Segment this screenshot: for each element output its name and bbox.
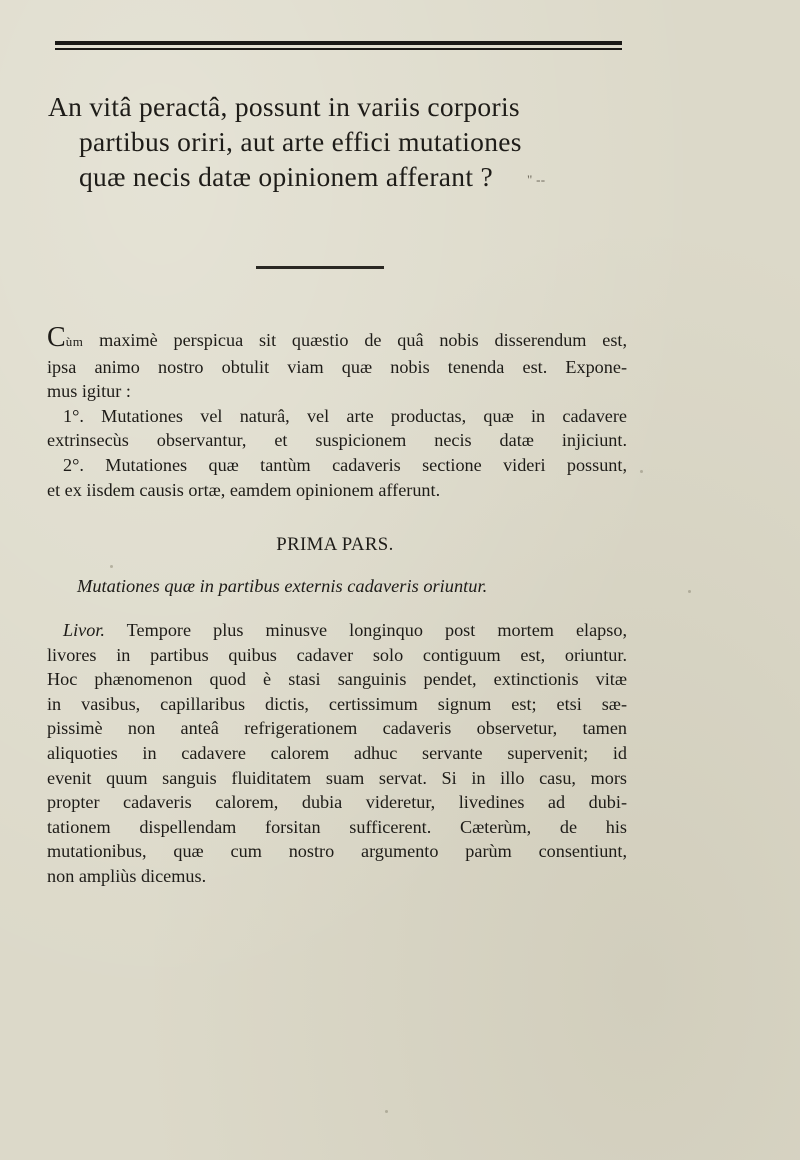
title-mark: " -- xyxy=(526,172,546,188)
paper-speck xyxy=(688,590,691,593)
livor-line-7: evenit quum sanguis fluiditatem suam servat. Si in illo casu, mors xyxy=(47,767,627,788)
title-line-2: partibus oriri, aut arte effici mutationes xyxy=(79,126,522,157)
paper-speck xyxy=(110,565,113,568)
livor-label: Livor. xyxy=(63,620,105,640)
section-subheading: Mutationes quæ in partibus externis cadaveris oriuntur. xyxy=(77,576,488,596)
intro-line-1 xyxy=(47,322,627,355)
header-rule-thick xyxy=(55,41,622,45)
livor-line-10: mutationibus, quæ cum nostro argumento parùm consentiunt, xyxy=(47,841,627,862)
livor-line-9: tationem dispellendam forsitan sufficerent. Cæterùm, de his xyxy=(47,816,627,837)
paper-speck xyxy=(640,470,643,473)
intro-item-2-line-2: et ex iisdem causis ortæ, eamdem opinionem afferunt. xyxy=(47,479,441,500)
livor-line-4: in vasibus, capillaribus dictis, certissimum signum est; etsi sæ- xyxy=(47,693,627,714)
section-divider-rule xyxy=(256,266,384,269)
drop-cap: C xyxy=(47,322,66,353)
page-title xyxy=(48,89,648,197)
intro-line-2: ipsa animo nostro obtulit viam quæ nobis tenenda est. Expone- xyxy=(47,356,627,377)
livor-line-2: livores in partibus quibus cadaver solo contiguum est, oriuntur. xyxy=(47,644,627,665)
title-line-1: An vitâ peractâ, possunt in variis corporis xyxy=(48,91,520,122)
intro-item-1-line-1: 1°. Mutationes vel naturâ, vel arte productas, quæ in cadavere xyxy=(63,405,627,426)
paper-speck xyxy=(385,1110,388,1113)
livor-line-8: propter cadaveris calorem, dubia videretur, livedines ad dubi- xyxy=(47,792,627,813)
livor-line-1-text: Tempore plus minusve longinquo post mortem elapso, xyxy=(104,620,627,640)
title-line-3 xyxy=(48,159,648,197)
intro-item-1-line-2: extrinsecùs observantur, et suspicionem necis datæ injiciunt. xyxy=(47,430,627,451)
livor-paragraph xyxy=(47,618,627,889)
livor-line-5: pissimè non anteâ refrigerationem cadaveris observetur, tamen xyxy=(47,718,627,739)
livor-line-6: aliquoties in cadavere calorem adhuc servante supervenit; id xyxy=(47,742,627,763)
livor-line-11: non ampliùs dicemus. xyxy=(47,865,207,886)
header-rule-thin xyxy=(55,48,622,50)
livor-line-1 xyxy=(47,618,627,643)
title-line-3-text: quæ necis datæ opinionem afferant ? xyxy=(79,161,493,192)
intro-paragraph xyxy=(47,322,627,502)
intro-item-2-line-1: 2°. Mutationes quæ tantùm cadaveris sectione videri possunt, xyxy=(63,454,627,475)
small-caps-text: ùm xyxy=(65,334,84,349)
section-heading: PRIMA PARS. xyxy=(276,534,394,555)
intro-line-1-text: maximè perspicua sit quæstio de quâ nobis disserendum est, xyxy=(83,330,627,350)
livor-line-3: Hoc phænomenon quod è stasi sanguinis pendet, extinctionis vitæ xyxy=(47,669,627,690)
intro-line-3: mus igitur : xyxy=(47,381,131,402)
